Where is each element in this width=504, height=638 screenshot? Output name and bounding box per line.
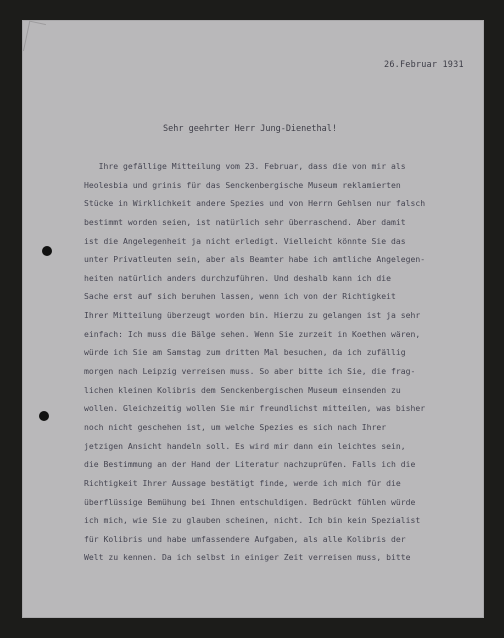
body-line: Sache erst auf sich beruhen lassen, wenn ich von der Richtigkeit [84, 291, 396, 302]
body-line: wollen. Gleichzeitig wollen Sie mir freundlichst mitteilen, was bisher [84, 403, 426, 414]
body-line: überflüssige Bemühung bei Ihnen entschuldigen. Bedrückt fühlen würde [84, 496, 416, 507]
body-line: heiten natürlich anders durchzuführen. Und deshalb kann ich die [84, 272, 391, 283]
body-line: würde ich Sie am Samstag zum dritten Mal besuchen, da ich zufällig [84, 347, 406, 358]
body-line: jetzigen Ansicht handeln soll. Es wird mir dann ein leichtes sein, [84, 440, 406, 451]
body-line: lichen kleinen Kolibris dem Senckenbergischen Museum einsenden zu [84, 384, 401, 395]
punch-hole-top [42, 246, 52, 256]
body-line: Stücke in Wirklichkeit andere Spezies und von Herrn Gehlsen nur falsch [84, 198, 426, 209]
body-line: einfach: Ich muss die Bälge sehen. Wenn Sie zurzeit in Koethen wären, [84, 328, 421, 339]
body-line: ich mich, wie Sie zu glauben scheinen, nicht. Ich bin kein Spezialist [84, 515, 421, 526]
body-line: ist die Angelegenheit ja nicht erledigt. Vielleicht könnte Sie das [84, 235, 406, 246]
letter-salutation: Sehr geehrter Herr Jung-Dienethal! [163, 124, 337, 134]
body-line: für Kolibris und habe umfassendere Aufgaben, als alle Kolibris der [84, 533, 406, 544]
body-line: Richtigkeit Ihrer Aussage bestätigt finde, werde ich mich für die [84, 477, 401, 488]
body-line: Heolesbia und grinis für das Senckenbergische Museum reklamierten [84, 179, 401, 190]
body-line: morgen nach Leipzig verreisen muss. So aber bitte ich Sie, die frag- [84, 366, 416, 377]
body-line: Ihrer Mitteilung überzeugt worden bin. Hierzu zu gelangen ist ja sehr [84, 310, 421, 321]
body-line: noch nicht geschehen ist, um welche Spezies es sich nach Ihrer [84, 421, 387, 432]
body-line: unter Privatleuten sein, aber als Beamter habe ich amtliche Angelegen- [84, 254, 426, 265]
letter-date: 26.Februar 1931 [384, 60, 464, 70]
body-line: Welt zu kennen. Da ich selbst in einiger Zeit verreisen muss, bitte [84, 552, 411, 563]
body-line: Ihre gefällige Mitteilung vom 23. Februar, dass die von mir als [84, 161, 406, 171]
body-line: bestimmt worden seien, ist natürlich sehr überraschend. Aber damit [84, 216, 406, 227]
letter-body [84, 157, 474, 567]
body-line: die Bestimmung an der Hand der Literatur nachzuprüfen. Falls ich die [84, 459, 416, 470]
punch-hole-bottom [39, 411, 49, 421]
